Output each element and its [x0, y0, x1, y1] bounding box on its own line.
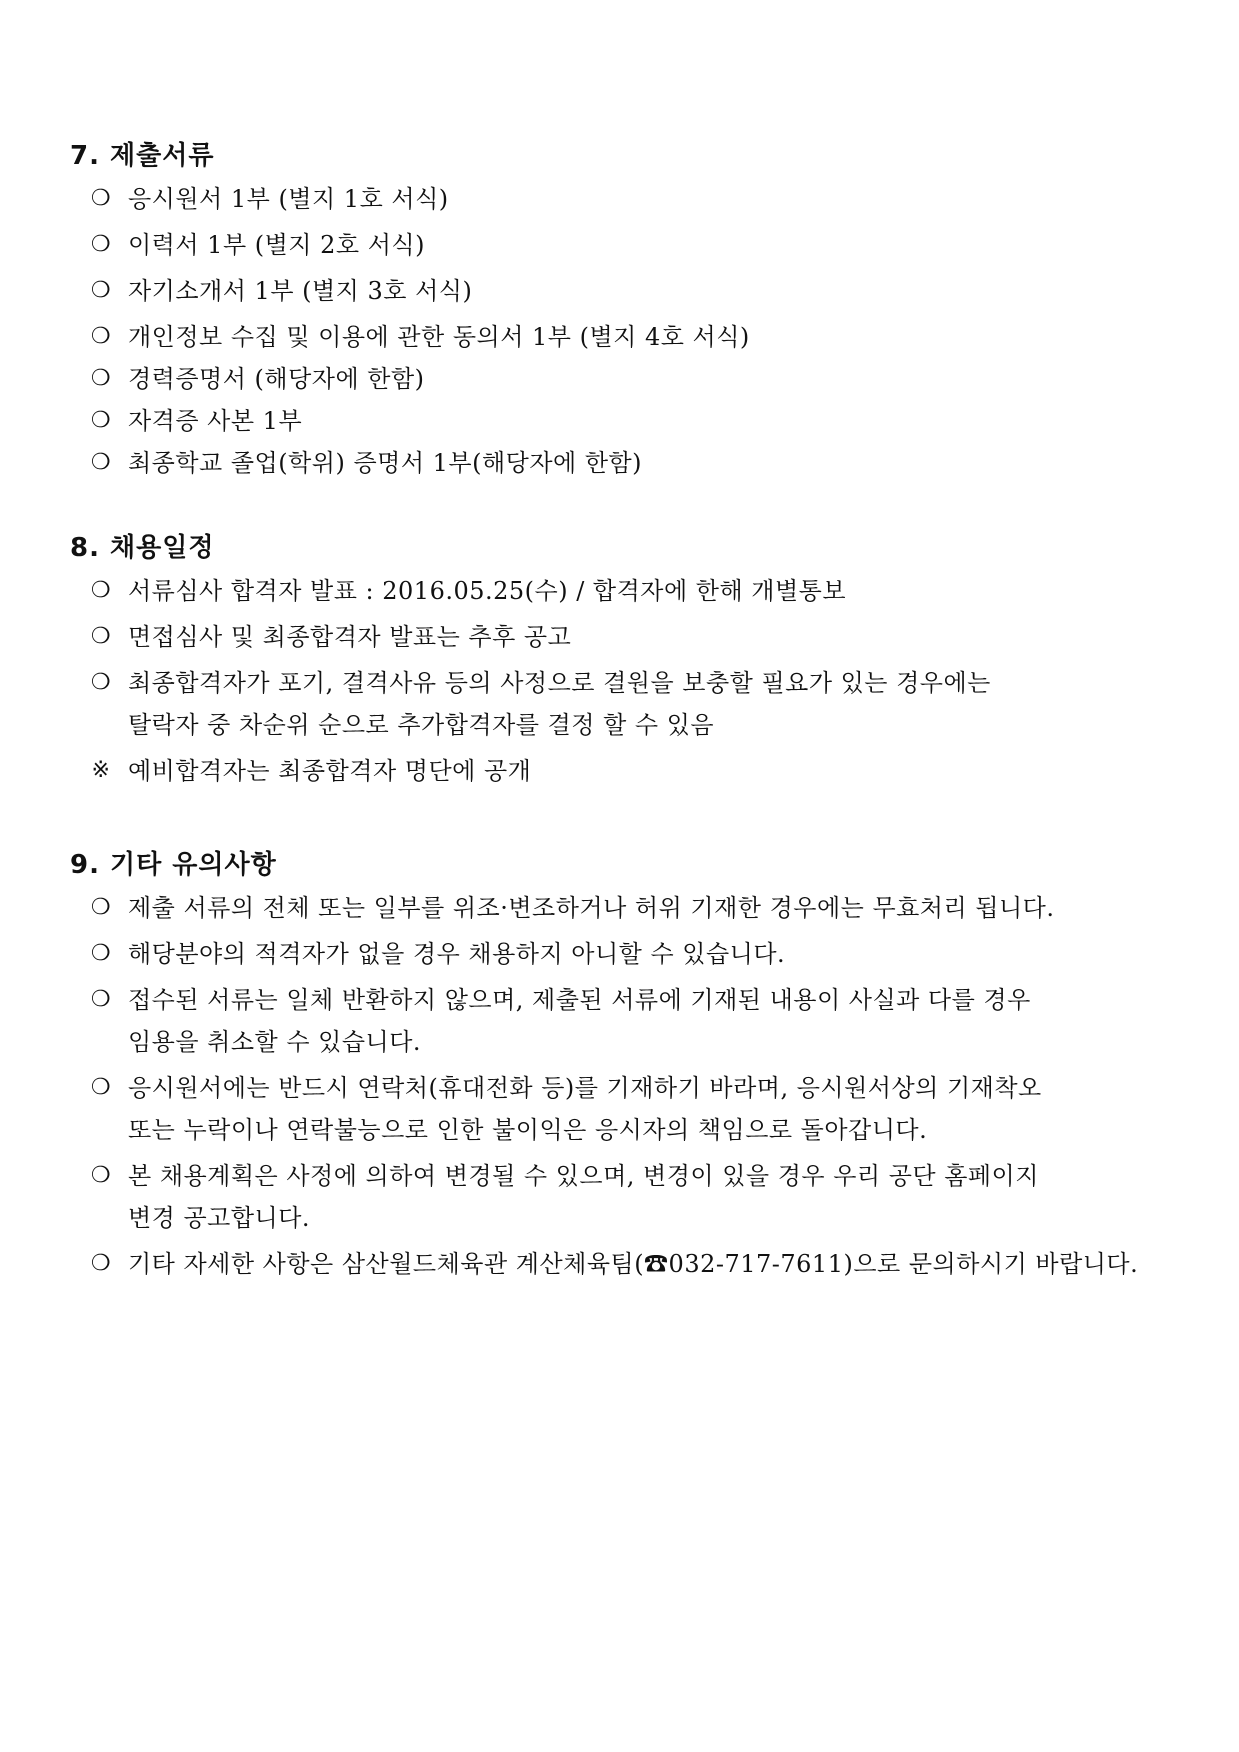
list-item-line: 또는 누락이나 연락불능으로 인한 불이익은 응시자의 책임으로 돌아갑니다.: [128, 1116, 928, 1144]
reference-mark-icon: ※: [91, 758, 111, 783]
list-item: [70, 1155, 1180, 1239]
list-item-text: 응시원서 1부 (별지 1호 서식): [128, 185, 449, 213]
list-item-text: 자격증 사본 1부: [128, 407, 303, 435]
list-item-text: 경력증명서 (해당자에 한함): [128, 365, 425, 393]
circle-bullet-icon: ❍: [90, 450, 112, 475]
circle-bullet-icon: ❍: [90, 987, 112, 1012]
list-item-text: 서류심사 합격자 발표 : 2016.05.25(수) / 합격자에 한해 개별통보: [128, 577, 847, 605]
circle-bullet-icon: ❍: [90, 1251, 112, 1276]
circle-bullet-icon: ❍: [90, 941, 112, 966]
list-item: [70, 400, 1180, 442]
list-item-line: 본 채용계획은 사정에 의하여 변경될 수 있으며, 변경이 있을 경우 우리 공단 홈페이지: [128, 1162, 1039, 1190]
list-item-text: 이력서 1부 (별지 2호 서식): [128, 231, 425, 259]
section-recruitment-schedule: [70, 532, 1180, 792]
section-title: 7. 제출서류: [70, 141, 215, 171]
circle-bullet-icon: ❍: [90, 578, 112, 603]
section-submission-documents: [70, 140, 1180, 484]
circle-bullet-icon: ❍: [90, 366, 112, 391]
list-item-line: 접수된 서류는 일체 반환하지 않으며, 제출된 서류에 기재된 내용이 사실과 다를 경우: [128, 986, 1031, 1014]
list-item: [70, 979, 1180, 1063]
circle-bullet-icon: ❍: [90, 324, 112, 349]
section-title: 8. 채용일정: [70, 533, 215, 563]
list-item-text: 예비합격자는 최종합격자 명단에 공개: [128, 757, 532, 785]
section-other-notes: [70, 849, 1180, 1285]
list-item-text: 기타 자세한 사항은 삼산월드체육관 계산체육팀(☎032-717-7611)으로 문의하시기 바랍니다.: [128, 1250, 1139, 1278]
list-item-line: 응시원서에는 반드시 연락처(휴대전화 등)를 기재하기 바라며, 응시원서상의 기재착오: [128, 1074, 1042, 1102]
list-item: [70, 358, 1180, 400]
circle-bullet-icon: ❍: [90, 278, 112, 303]
circle-bullet-icon: ❍: [90, 1163, 112, 1188]
list-item-text: 제출 서류의 전체 또는 일부를 위조·변조하거나 허위 기재한 경우에는 무효처리 됩니다.: [128, 894, 1055, 922]
list-item: [70, 1067, 1180, 1151]
list-item: [70, 270, 1180, 312]
list-item: [70, 887, 1180, 929]
circle-bullet-icon: ❍: [90, 895, 112, 920]
circle-bullet-icon: ❍: [90, 624, 112, 649]
circle-bullet-icon: ❍: [90, 1075, 112, 1100]
list-item-text: 해당분야의 적격자가 없을 경우 채용하지 아니할 수 있습니다.: [128, 940, 786, 968]
circle-bullet-icon: ❍: [90, 232, 112, 257]
section-title: 9. 기타 유의사항: [70, 850, 277, 880]
circle-bullet-icon: ❍: [90, 186, 112, 211]
list-item-text: 최종학교 졸업(학위) 증명서 1부(해당자에 한함): [128, 449, 643, 477]
list-item-line: 최종합격자가 포기, 결격사유 등의 사정으로 결원을 보충할 필요가 있는 경우에는: [128, 669, 991, 697]
list-item: [70, 662, 1180, 746]
list-item-text: 자기소개서 1부 (별지 3호 서식): [128, 277, 473, 305]
circle-bullet-icon: ❍: [90, 670, 112, 695]
list-item: [70, 1243, 1180, 1285]
list-item: [70, 316, 1180, 358]
list-item-line: 탈락자 중 차순위 순으로 추가합격자를 결정 할 수 있음: [128, 711, 715, 739]
list-item: [70, 442, 1180, 484]
list-item: [70, 570, 1180, 612]
list-item: [70, 933, 1180, 975]
list-item-text: 면접심사 및 최종합격자 발표는 추후 공고: [128, 623, 572, 651]
list-item: [70, 616, 1180, 658]
list-item-line: 변경 공고합니다.: [128, 1204, 311, 1232]
list-item: [70, 750, 1180, 792]
list-item-line: 임용을 취소할 수 있습니다.: [128, 1028, 422, 1056]
circle-bullet-icon: ❍: [90, 408, 112, 433]
list-item: [70, 224, 1180, 266]
list-item: [70, 178, 1180, 220]
list-item-text: 개인정보 수집 및 이용에 관한 동의서 1부 (별지 4호 서식): [128, 323, 750, 351]
